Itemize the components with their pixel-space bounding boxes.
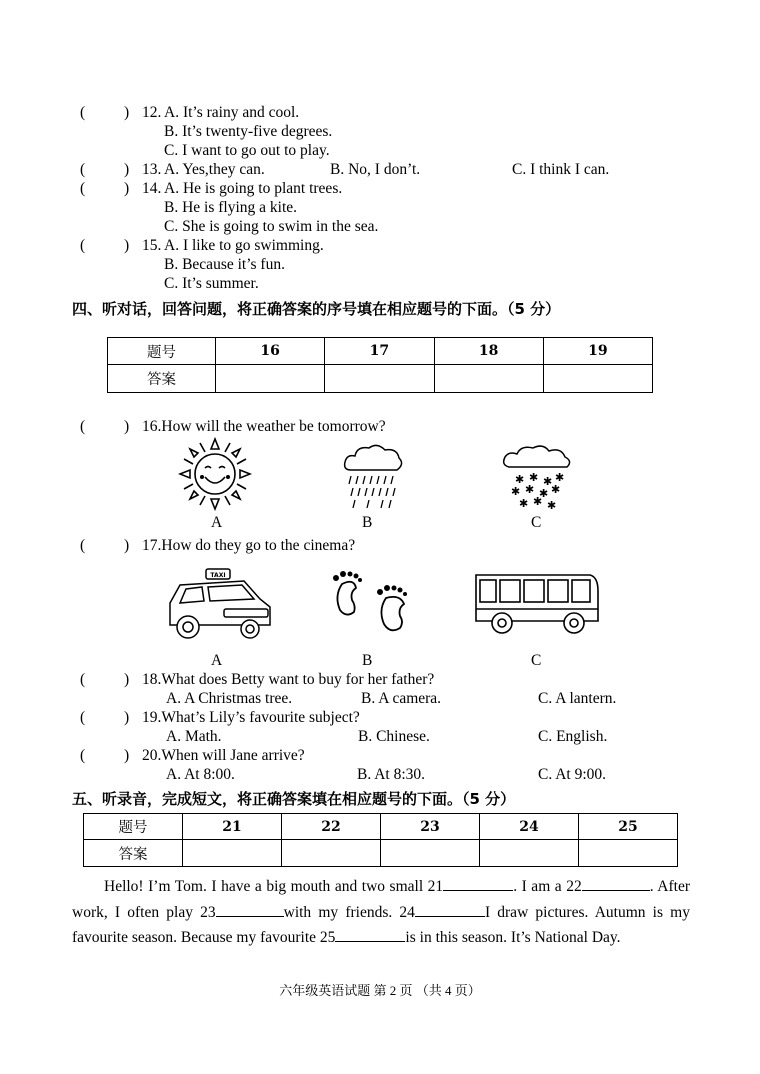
answer-cell[interactable] bbox=[579, 840, 678, 867]
taxi-icon bbox=[164, 567, 276, 643]
table-question-number: 22 bbox=[282, 814, 381, 840]
table-answer-label: 答案 bbox=[108, 365, 216, 393]
option-c: C. English. bbox=[538, 728, 608, 745]
answer-cell[interactable] bbox=[216, 365, 325, 393]
option-a: A. I like to go swimming. bbox=[164, 237, 324, 254]
option-b: B. No, I don’t. bbox=[330, 161, 421, 178]
section-4-answer-table bbox=[107, 337, 653, 393]
blank-23[interactable] bbox=[216, 916, 284, 917]
svg-text:✱: ✱ bbox=[539, 487, 549, 500]
option-b: B. A camera. bbox=[361, 690, 442, 707]
option-c: C. She is going to swim in the sea. bbox=[164, 218, 379, 235]
footprints-icon bbox=[328, 566, 414, 638]
option-a: A. It’s rainy and cool. bbox=[164, 104, 300, 121]
option-a: A. Math. bbox=[166, 728, 222, 745]
bus-icon bbox=[472, 571, 600, 637]
option-label: C bbox=[531, 514, 542, 531]
svg-text:✱: ✱ bbox=[551, 483, 561, 496]
svg-text:✱: ✱ bbox=[555, 471, 565, 484]
table-header-label: 题号 bbox=[84, 814, 183, 840]
table-question-number: 25 bbox=[579, 814, 678, 840]
table-question-number: 19 bbox=[543, 338, 652, 365]
svg-text:✱: ✱ bbox=[543, 475, 553, 488]
answer-cell[interactable] bbox=[183, 840, 282, 867]
svg-text:✱: ✱ bbox=[533, 495, 543, 508]
question-text: 17.How do they go to the cinema? bbox=[142, 537, 356, 554]
blank-24[interactable] bbox=[415, 916, 485, 917]
section-4-title: 四、听对话，回答问题，将正确答案的序号填在相应题号的下面。（5 分） bbox=[72, 300, 561, 318]
svg-text:✱: ✱ bbox=[525, 483, 535, 496]
snow-cloud-icon bbox=[501, 445, 573, 511]
answer-cell[interactable] bbox=[381, 840, 480, 867]
sun-icon bbox=[178, 437, 252, 511]
option-a: A. Yes,they can. bbox=[164, 161, 265, 178]
answer-cell[interactable] bbox=[480, 840, 579, 867]
option-a: A. He is going to plant trees. bbox=[164, 180, 343, 197]
question-number: 13. bbox=[142, 161, 162, 178]
table-question-number: 17 bbox=[325, 338, 434, 365]
option-c: C. At 9:00. bbox=[538, 766, 607, 783]
option-label: B bbox=[362, 514, 373, 531]
question-text: 18.What does Betty want to buy for her father? bbox=[142, 671, 435, 688]
svg-text:✱: ✱ bbox=[547, 499, 557, 511]
option-b: B. It’s twenty-five degrees. bbox=[164, 123, 333, 140]
answer-cell[interactable] bbox=[543, 365, 652, 393]
option-a: A. A Christmas tree. bbox=[166, 690, 293, 707]
table-question-number: 21 bbox=[183, 814, 282, 840]
svg-text:✱: ✱ bbox=[529, 471, 539, 484]
svg-text:✱: ✱ bbox=[519, 497, 529, 510]
option-c: C. I want to go out to play. bbox=[164, 142, 330, 159]
answer-cell[interactable] bbox=[282, 840, 381, 867]
question-number: 14. bbox=[142, 180, 162, 197]
question-text: 19.What’s Lily’s favourite subject? bbox=[142, 709, 360, 726]
table-header-label: 题号 bbox=[108, 338, 216, 365]
table-question-number: 24 bbox=[480, 814, 579, 840]
option-b: B. Because it’s fun. bbox=[164, 256, 285, 273]
option-label: A bbox=[211, 652, 223, 669]
option-label: C bbox=[531, 652, 542, 669]
question-number: 12. bbox=[142, 104, 162, 121]
option-c: C. I think I can. bbox=[512, 161, 610, 178]
answer-cell[interactable] bbox=[325, 365, 434, 393]
table-question-number: 16 bbox=[216, 338, 325, 365]
rain-cloud-icon bbox=[341, 442, 405, 510]
question-text: 16.How will the weather be tomorrow? bbox=[142, 418, 386, 435]
table-question-number: 23 bbox=[381, 814, 480, 840]
section-5-title: 五、听录音，完成短文，将正确答案填在相应题号的下面。（5 分） bbox=[72, 790, 516, 808]
taxi-sign-text: TAXI bbox=[210, 572, 226, 579]
blank-25[interactable] bbox=[335, 941, 405, 942]
option-label: A bbox=[211, 514, 223, 531]
svg-text:✱: ✱ bbox=[511, 485, 521, 498]
table-answer-label: 答案 bbox=[84, 840, 183, 867]
option-b: B. He is flying a kite. bbox=[164, 199, 298, 216]
answer-cell[interactable] bbox=[434, 365, 543, 393]
option-b: B. Chinese. bbox=[358, 728, 430, 745]
option-c: C. A lantern. bbox=[538, 690, 617, 707]
option-a: A. At 8:00. bbox=[166, 766, 235, 783]
cloze-passage: Hello! I’m Tom. I have a big mouth and two small 21 . I am a 22 . After work, I often play 23 with my friends. 24 I draw pictures. Autumn is my favourite season. Because my favourite 25 is in this season. It’s National Day. bbox=[72, 878, 690, 946]
svg-text:✱: ✱ bbox=[515, 473, 525, 486]
section-5-answer-table bbox=[83, 813, 678, 867]
option-label: B bbox=[362, 652, 373, 669]
table-question-number: 18 bbox=[434, 338, 543, 365]
option-c: C. It’s summer. bbox=[164, 275, 259, 292]
question-text: 20.When will Jane arrive? bbox=[142, 747, 305, 764]
question-number: 15. bbox=[142, 237, 162, 254]
page-footer: 六年级英语试题 第 2 页 （共 4 页） bbox=[279, 983, 481, 998]
blank-21[interactable] bbox=[443, 890, 513, 891]
blank-22[interactable] bbox=[582, 890, 650, 891]
option-b: B. At 8:30. bbox=[357, 766, 426, 783]
